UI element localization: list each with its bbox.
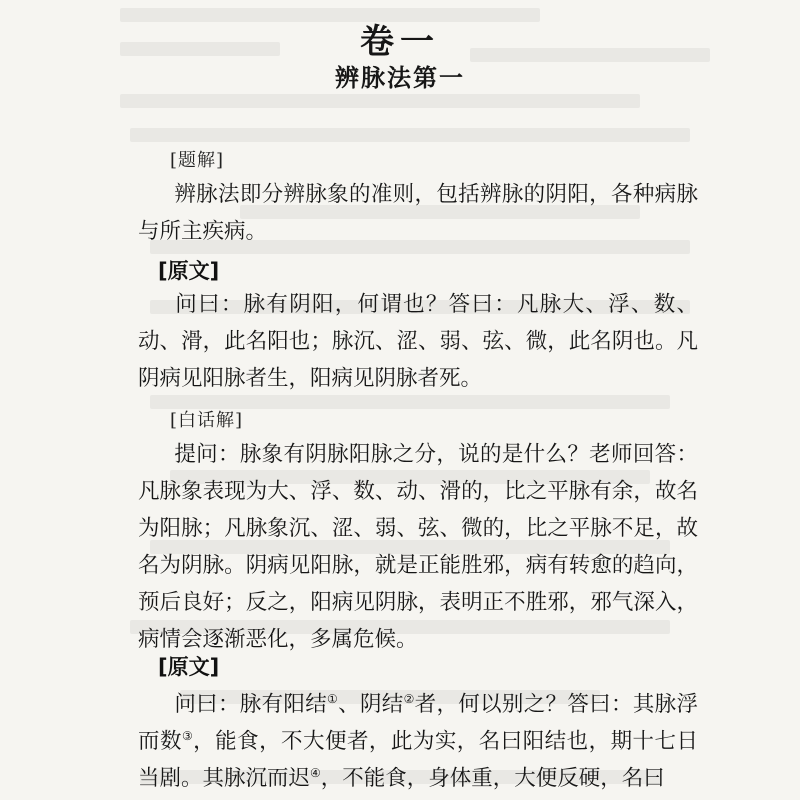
yuanwen-2-text-4: ，能食，不大便者，此为实，名曰阳结也，期十七日当剧。其脉沉而迟 (138, 729, 698, 791)
yuanwen-1-text: 问曰：脉有阴阳，何谓也？答曰：凡脉大、浮、数、动、滑，此名阳也；脉沉、涩、弱、弦、微，此名阴也。凡阴病见阳脉者生，阳病见阴脉者死。 (138, 292, 698, 391)
footnote-marker-2: ② (403, 691, 415, 706)
footnote-marker-3: ③ (181, 728, 194, 743)
footnote-marker-4: ④ (310, 765, 321, 780)
tijie-text: 辨脉法即分辨脉象的准则，包括辨脉的阴阳，各种病脉与所主疾病。 (138, 182, 698, 244)
baihua-paragraph (138, 436, 698, 658)
yuanwen-2-paragraph (138, 686, 698, 797)
yuanwen-2-text-2: 、阴结 (338, 692, 404, 717)
section-tag-yuanwen-1: [原文] (158, 259, 220, 283)
yuanwen-2-text-5: ，不能食，身体重，大便反硬，名曰 (320, 766, 665, 791)
volume-title: 卷一 (360, 22, 440, 62)
yuanwen-2-text-1: 问曰：脉有阳结 (174, 692, 328, 717)
yuanwen-2-text-3: 者，何以别之？答曰：其脉浮而数 (138, 692, 698, 754)
baihua-text: 提问：脉象有阴脉阳脉之分，说的是什么？老师回答：凡脉象表现为大、浮、数、动、滑的，比之平脉有余，故名为阳脉；凡脉象沉、涩、弱、弦、微的，比之平脉不足，故名为阴脉。阴病见阳脉，就是正能胜邪，病有转愈的趋向，预后良好；反之，阳病见阴脉，表明正不胜邪，邪气深入，病情会逐渐恶化，多属危候。 (138, 442, 698, 652)
section-tag-yuanwen-2: [原文] (158, 655, 220, 679)
footnote-marker-1: ① (327, 691, 339, 706)
section-tag-baihua: [白话解] (170, 410, 244, 431)
tijie-paragraph (138, 176, 698, 250)
section-tag-tijie: [题解] (170, 150, 225, 171)
yuanwen-1-paragraph (138, 286, 698, 397)
chapter-title: 辨脉法第一 (335, 64, 465, 92)
